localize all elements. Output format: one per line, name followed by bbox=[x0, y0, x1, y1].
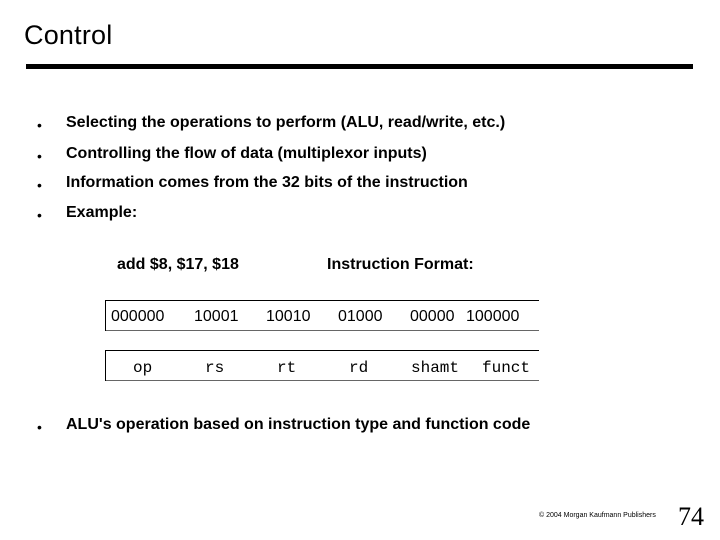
bits-op: 000000 bbox=[111, 308, 165, 325]
field-rt: rt bbox=[277, 359, 297, 377]
bullet-text-1: Selecting the operations to perform (ALU, read/write, etc.) bbox=[66, 114, 506, 131]
page-number: 74 bbox=[678, 502, 704, 531]
bullet-text-5: ALU's operation based on instruction type and function code bbox=[66, 416, 531, 433]
bits-shamt: 00000 bbox=[410, 308, 455, 325]
title-rule bbox=[26, 64, 693, 69]
bits-funct: 100000 bbox=[466, 308, 520, 325]
field-rs: rs bbox=[205, 359, 225, 377]
bullet-text-2: Controlling the flow of data (multiplexor inputs) bbox=[66, 145, 427, 162]
field-op: op bbox=[133, 359, 153, 377]
field-shamt: shamt bbox=[411, 359, 460, 377]
field-rd: rd bbox=[349, 359, 369, 377]
bits-rs: 10001 bbox=[194, 308, 239, 325]
instruction-format-label: Instruction Format: bbox=[327, 256, 474, 273]
slide-title: Control bbox=[24, 20, 113, 50]
fields-row-frame bbox=[105, 350, 539, 381]
field-funct: funct bbox=[482, 359, 531, 377]
bullet-marker: • bbox=[37, 177, 42, 193]
bullet-text-3: Information comes from the 32 bits of the instruction bbox=[66, 174, 468, 191]
bullet-marker: • bbox=[37, 117, 42, 133]
example-instruction: add $8, $17, $18 bbox=[117, 256, 239, 273]
bullet-marker: • bbox=[37, 148, 42, 164]
bullet-marker: • bbox=[37, 207, 42, 223]
bullet-text-4: Example: bbox=[66, 204, 138, 221]
copyright-footer: © 2004 Morgan Kaufmann Publishers bbox=[539, 512, 656, 519]
bits-rd: 01000 bbox=[338, 308, 383, 325]
bits-rt: 10010 bbox=[266, 308, 311, 325]
bullet-marker: • bbox=[37, 419, 42, 435]
